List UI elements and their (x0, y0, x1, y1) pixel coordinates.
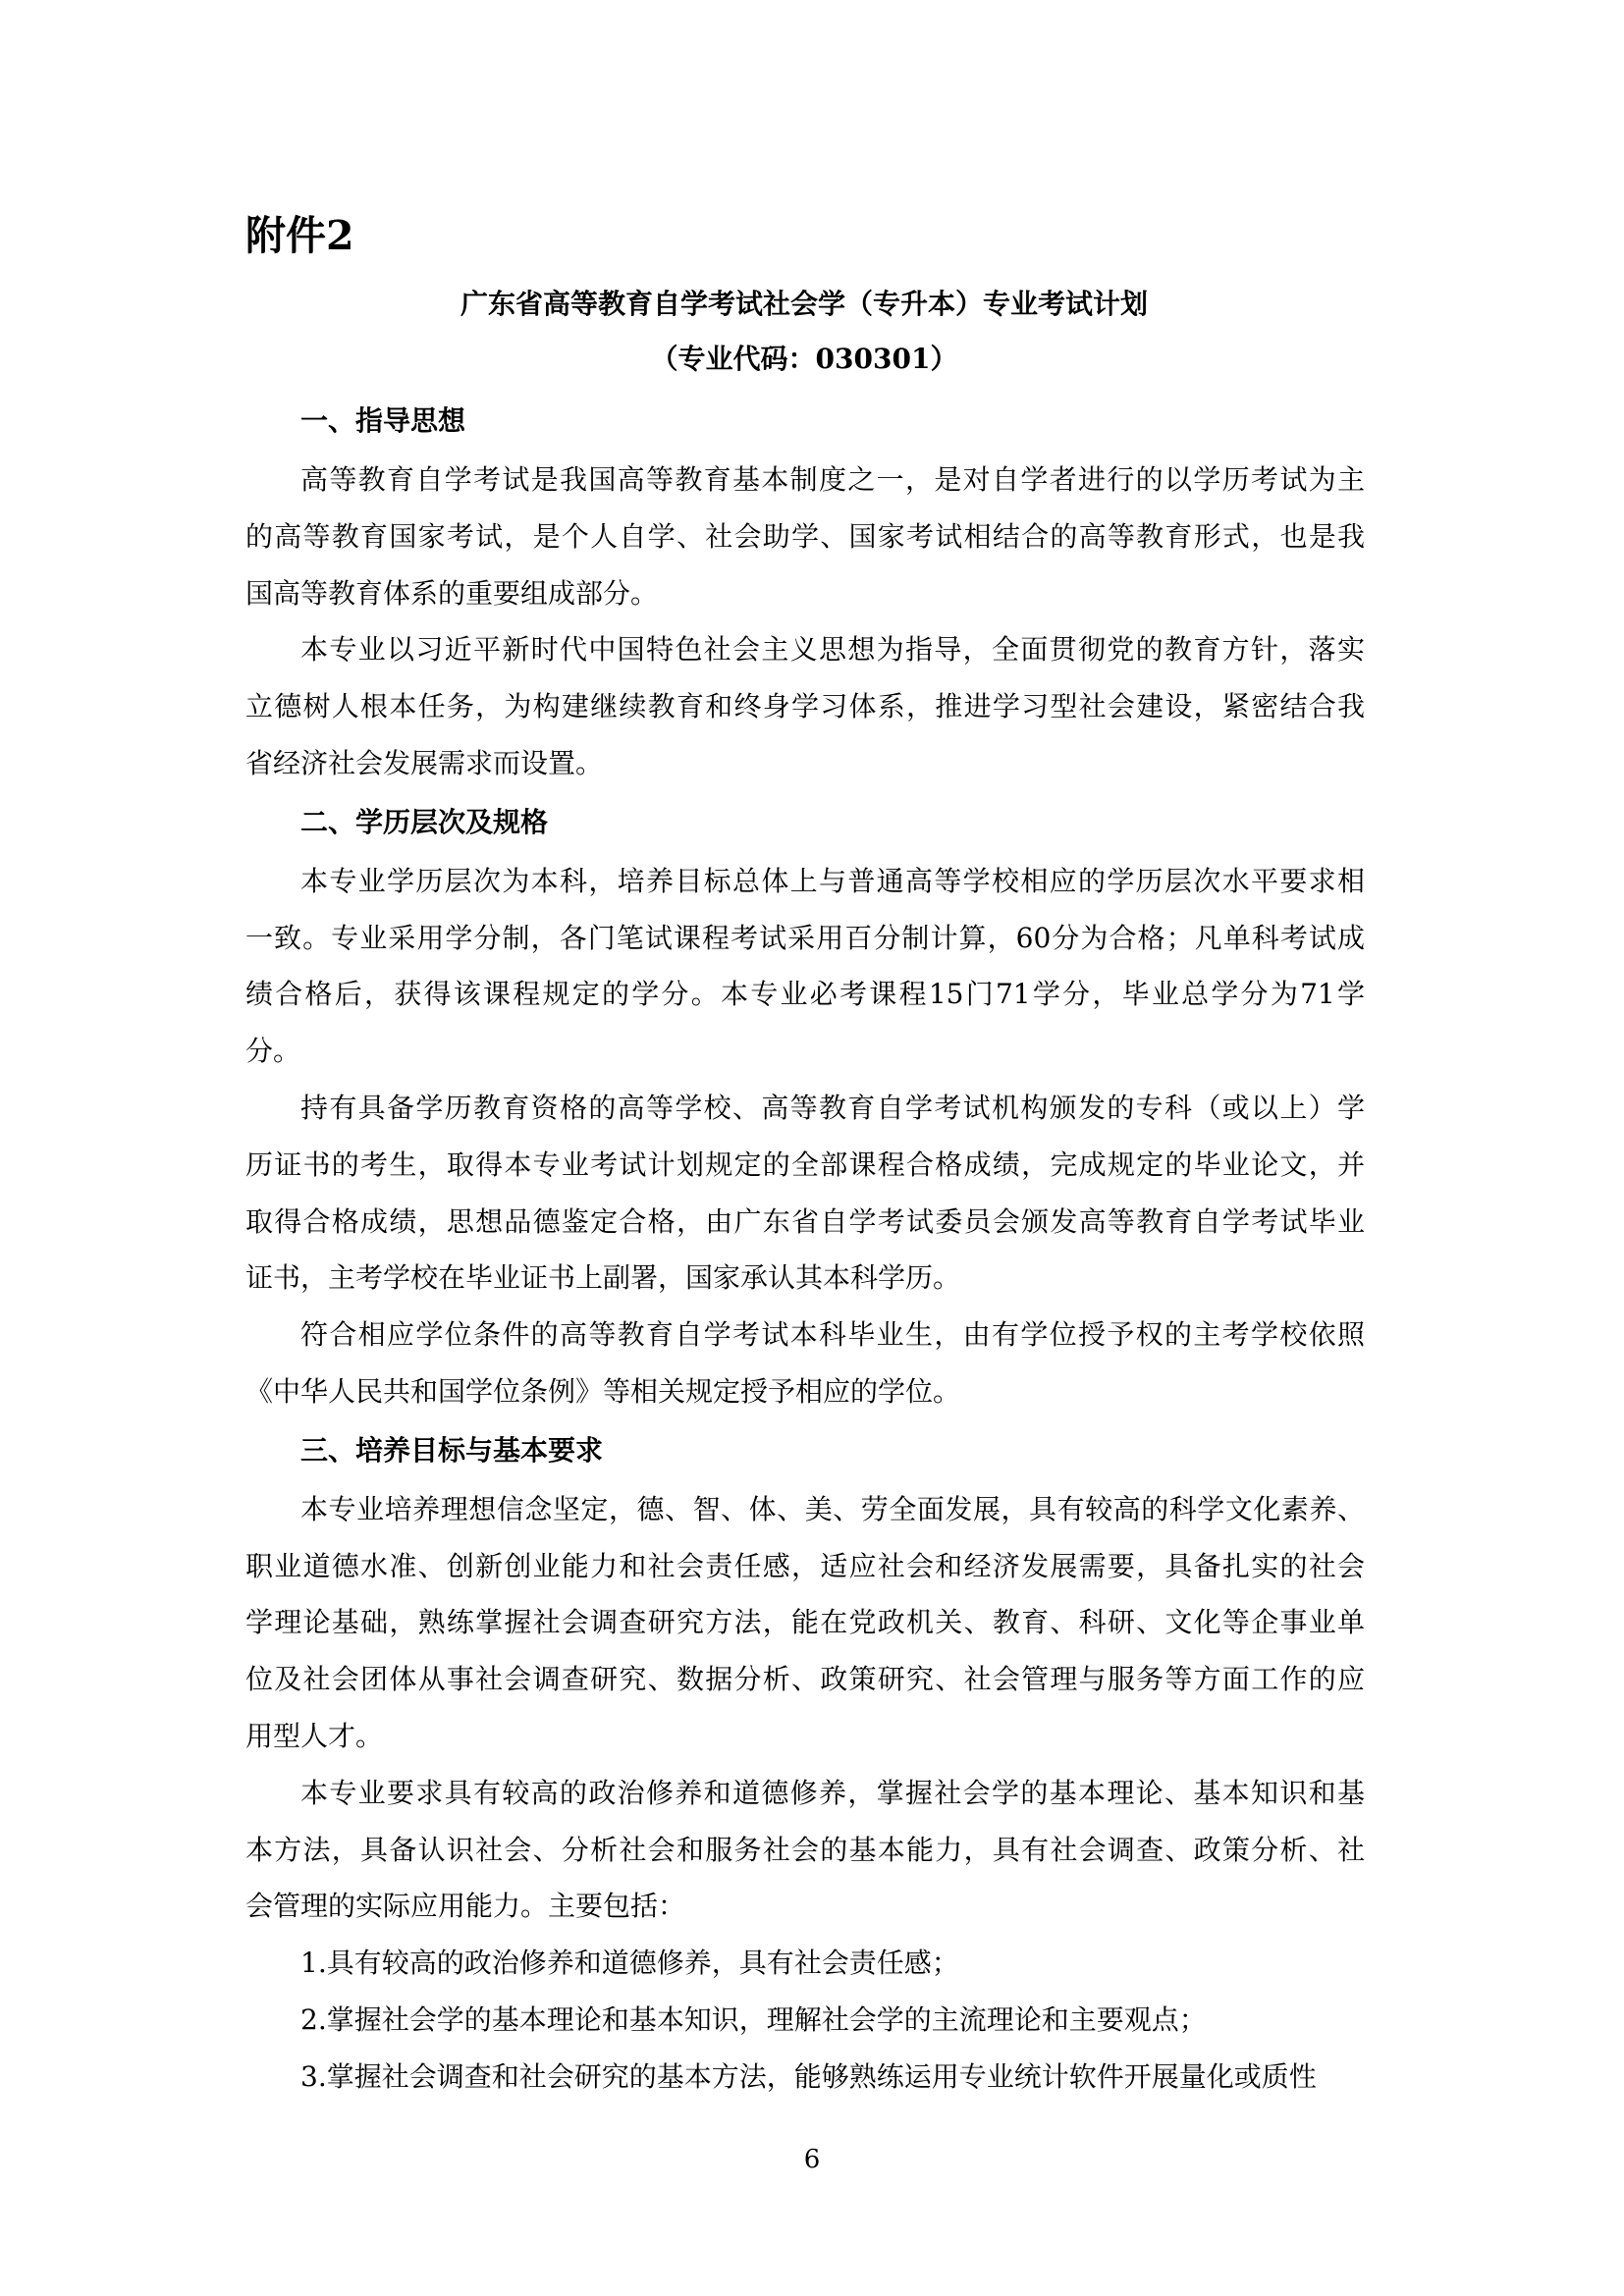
text-line: 3.掌握社会调查和社会研究的基本方法，能够熟练运用专业统计软件开展量化或质性 (300, 2059, 1317, 2093)
text-line: 2.掌握社会学的基本理论和基本知识，理解社会学的主流理论和主要观点； (300, 2002, 1207, 2036)
text-line: 本专业培养理想信念坚定，德、智、体、美、劳全面发展，具有较高的科学文化素养、 (300, 1492, 1365, 1525)
page-number: 6 (803, 2145, 821, 2174)
text-line: 国高等教育体系的重要组成部分。 (245, 576, 659, 610)
document-body (245, 391, 1365, 2106)
text-line: 持有具备学历教育资格的高等学校、高等教育自学考试机构颁发的专科（或以上）学 (300, 1091, 1365, 1124)
text-line: 取得合格成绩，思想品德鉴定合格，由广东省自学考试委员会颁发高等教育自学考试毕业 (245, 1204, 1365, 1238)
text-line: 位及社会团体从事社会调查研究、数据分析、政策研究、社会管理与服务等方面工作的应 (245, 1663, 1365, 1696)
text-line: 职业道德水准、创新创业能力和社会责任感，适应社会和经济发展需要，具备扎实的社会 (245, 1549, 1365, 1582)
text-line: 符合相应学位条件的高等教育自学考试本科毕业生，由有学位授予权的主考学校依照 (300, 1318, 1365, 1352)
text-line: 高等教育自学考试是我国高等教育基本制度之一，是对自学者进行的以学历考试为主 (300, 463, 1365, 496)
list-item (245, 1935, 1365, 1992)
section-heading: 一、指导思想 (300, 404, 466, 437)
paragraph (245, 1481, 1365, 1765)
paragraph (245, 1765, 1365, 1935)
list-item (245, 2049, 1365, 2106)
text-line: 立德树人根本任务，为构建继续教育和终身学习体系，推进学习型社会建设，紧密结合我 (245, 690, 1365, 723)
text-line: 的高等教育国家考试，是个人自学、社会助学、国家考试相结合的高等教育形式，也是我 (245, 519, 1365, 553)
paragraph (245, 1307, 1365, 1420)
text-line: 本专业学历层次为本科，培养目标总体上与普通高等学校相应的学历层次水平要求相 (300, 864, 1365, 897)
text-line: 本专业以习近平新时代中国特色社会主义思想为指导，全面贯彻党的教育方针，落实 (300, 633, 1365, 667)
section-guiding-ideology (245, 391, 1365, 792)
text-line: 本专业要求具有较高的政治修养和道德修养，掌握社会学的基本理论、基本知识和基 (300, 1776, 1365, 1809)
text-line: 历证书的考生，取得本专业考试计划规定的全部课程合格成绩，完成规定的毕业论文，并 (245, 1148, 1365, 1181)
text-line: 《中华人民共和国学位条例》等相关规定授予相应的学位。 (245, 1374, 961, 1408)
list-item (245, 1992, 1365, 2049)
text-line: 会管理的实际应用能力。主要包括： (245, 1890, 686, 1923)
text-line: 绩合格后，获得该课程规定的学分。本专业必考课程15门71学分，毕业总学分为71学 (245, 978, 1365, 1011)
text-line: 省经济社会发展需求而设置。 (245, 746, 604, 779)
section-heading: 二、学历层次及规格 (300, 805, 549, 838)
paragraph (245, 621, 1365, 791)
paragraph (245, 452, 1365, 621)
major-code-subtitle: （专业代码：030301） (650, 343, 958, 375)
document-title: 广东省高等教育自学考试社会学（专升本）专业考试计划 (460, 288, 1148, 320)
paragraph (245, 853, 1365, 1080)
text-line: 分。 (245, 1035, 301, 1068)
section-education-level (245, 792, 1365, 1420)
section-heading: 三、培养目标与基本要求 (300, 1433, 604, 1467)
text-line: 用型人才。 (245, 1719, 384, 1752)
text-line: 证书，主考学校在毕业证书上副署，国家承认其本科学历。 (245, 1261, 961, 1295)
text-line: 1.具有较高的政治修养和道德修养，具有社会责任感； (300, 1947, 959, 1980)
text-line: 本方法，具备认识社会、分析社会和服务社会的基本能力，具有社会调查、政策分析、社 (245, 1833, 1365, 1866)
section-training-objectives (245, 1420, 1365, 2106)
text-line: 一致。专业采用学分制，各门笔试课程考试采用百分制计算，60分为合格；凡单科考试成 (245, 921, 1365, 954)
attachment-label: 附件2 (245, 212, 354, 259)
text-line: 学理论基础，熟练掌握社会调查研究方法，能在党政机关、教育、科研、文化等企事业单 (245, 1606, 1365, 1639)
paragraph (245, 1080, 1365, 1307)
